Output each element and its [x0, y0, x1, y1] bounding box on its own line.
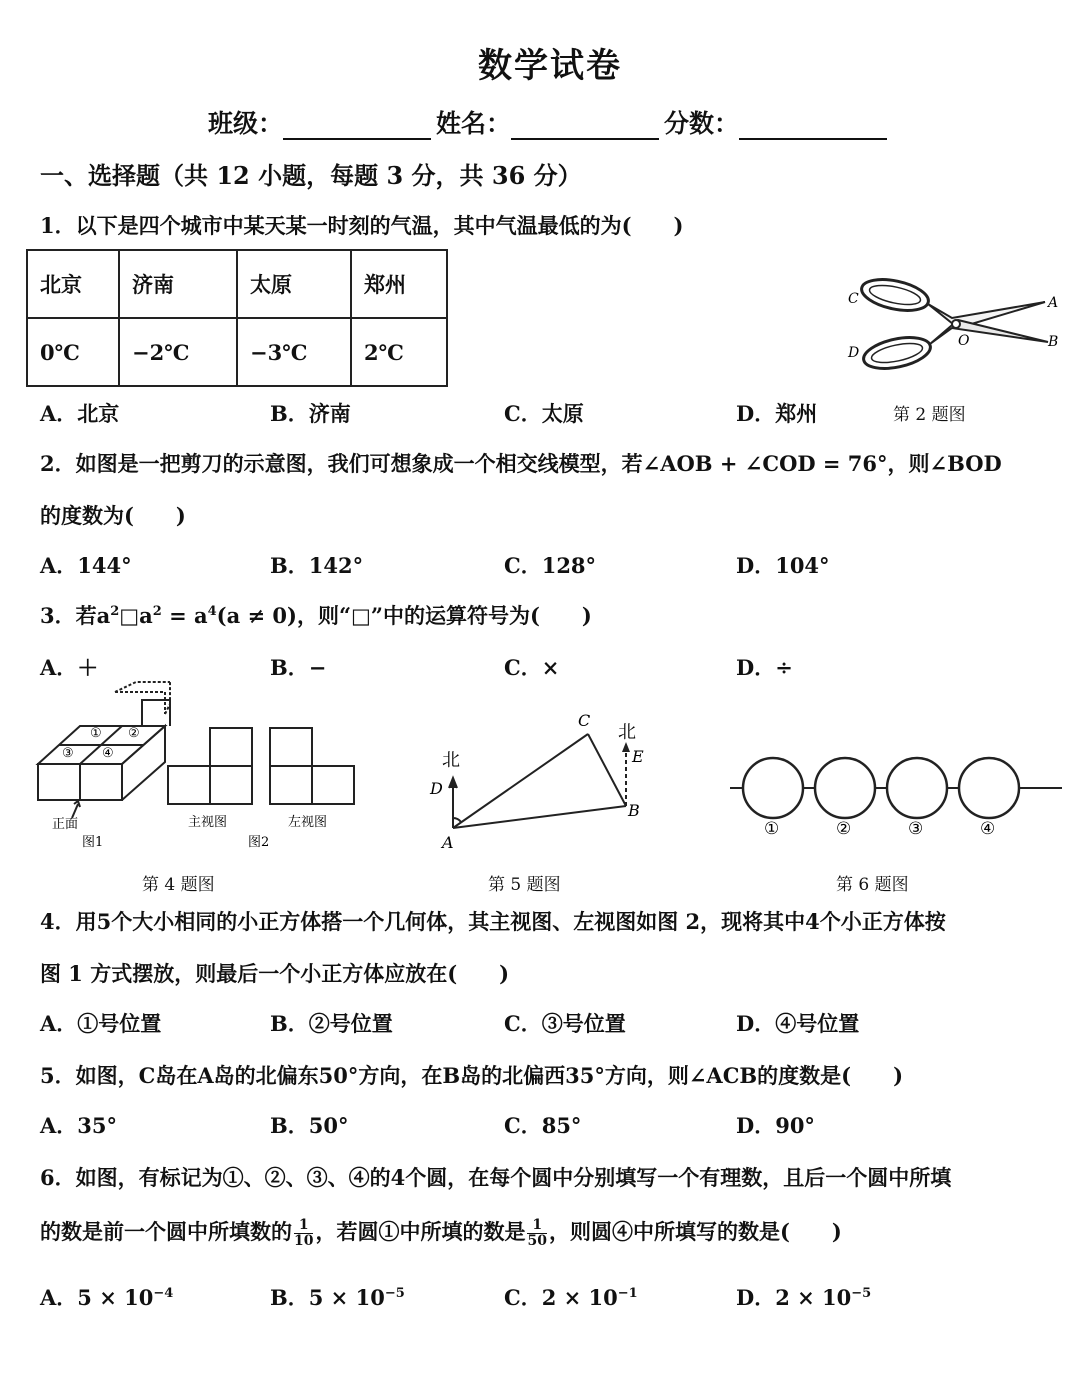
label-d: D [848, 345, 860, 361]
main-view-top [210, 728, 252, 766]
fig4-caption: 第 4 题图 [142, 875, 215, 895]
label-c: C [848, 291, 859, 307]
table-cell: −2℃ [119, 318, 237, 386]
q2-option-b[interactable]: B．142° [270, 553, 364, 578]
page-title: 数学试卷 [478, 46, 622, 86]
q3-option-d[interactable]: D．÷ [736, 655, 793, 680]
q4-option-a[interactable]: A．①号位置 [40, 1011, 162, 1036]
section-title: 一、选择题（共 12 小题，每题 3 分，共 36 分） [40, 161, 582, 190]
fig1-label: 图1 [82, 835, 104, 850]
left-view-left [270, 766, 312, 804]
circle-1 [743, 758, 803, 818]
class-blank[interactable] [283, 110, 431, 140]
table-row [27, 250, 447, 318]
left-view-label: 左视图 [288, 815, 328, 830]
angle-mark-a [453, 818, 461, 822]
q6-text-b: ，若圆①中所填的数是 [315, 1219, 526, 1244]
table-cell: 济南 [119, 250, 237, 318]
q6-c-exp: −1 [617, 1286, 638, 1301]
score-field [664, 104, 887, 140]
q3-text-after: (a ≠ 0)，则“□”中的运算符号为( ) [216, 603, 592, 628]
temperature-table [26, 249, 448, 387]
table-cell: 太原 [237, 250, 351, 318]
circle-3 [887, 758, 947, 818]
scissors-pivot [952, 320, 960, 328]
score-blank[interactable] [739, 110, 887, 140]
question-4-line1: 4．用5个大小相同的小正方体搭一个几何体，其主视图、左视图如图 2，现将其中4个小正方体按 [40, 909, 946, 934]
main-view-left [168, 766, 210, 804]
q3-exp3: 4 [207, 604, 217, 619]
pos-4: ④ [102, 746, 114, 761]
scissors-figure [840, 268, 1066, 380]
q4-option-d[interactable]: D．④号位置 [736, 1011, 860, 1036]
circle-label-2: ② [836, 819, 852, 839]
front-cube-1 [38, 764, 80, 800]
q3-exp2: 2 [152, 604, 162, 619]
label-c: C [578, 711, 591, 730]
label-b: B [1048, 334, 1059, 350]
q2-option-d[interactable]: D．104° [736, 553, 830, 578]
table-cell: −3℃ [237, 318, 351, 386]
question-6-line2 [40, 1216, 842, 1249]
class-field [208, 104, 431, 140]
q6-option-a[interactable] [40, 1282, 173, 1312]
label-b: B [628, 801, 640, 820]
q1-option-d[interactable]: D．郑州 [736, 401, 818, 426]
q1-option-c[interactable]: C．太原 [504, 401, 584, 426]
q6-option-c[interactable] [504, 1282, 638, 1312]
label-a: A [442, 833, 454, 852]
label-e: E [632, 747, 644, 766]
frac1-num: 1 [294, 1218, 313, 1234]
q6-option-d[interactable] [736, 1282, 871, 1312]
q5-option-a[interactable]: A．35° [40, 1113, 118, 1138]
frac2-num: 1 [527, 1218, 546, 1234]
segment-cb [588, 734, 626, 806]
q6-a-exp: −4 [153, 1286, 174, 1301]
circles-figure [728, 748, 1068, 848]
q3-option-b[interactable]: B．− [270, 655, 327, 680]
question-2-line2: 的度数为( ) [40, 503, 186, 528]
q5-option-c[interactable]: C．85° [504, 1113, 582, 1138]
pos-3: ③ [62, 746, 74, 761]
left-view-top [270, 728, 312, 766]
q5-option-d[interactable]: D．90° [736, 1113, 815, 1138]
question-3 [40, 600, 592, 630]
question-1: 1．以下是四个城市中某天某一时刻的气温，其中气温最低的为( ) [40, 213, 684, 238]
circle-2 [815, 758, 875, 818]
north-label-b: 北 [618, 722, 636, 743]
fig2-caption: 第 2 题图 [893, 405, 966, 425]
q2-option-c[interactable]: C．128° [504, 553, 597, 578]
q4-option-c[interactable]: C．③号位置 [504, 1011, 626, 1036]
circle-label-1: ① [764, 819, 780, 839]
q6-c-base: C．2 × 10 [504, 1285, 618, 1310]
north-label-a: 北 [442, 750, 460, 771]
name-label: 姓名： [436, 109, 512, 138]
cubes-figure [30, 680, 370, 852]
q2-option-a[interactable]: A．144° [40, 553, 132, 578]
front-cube-2 [80, 764, 122, 800]
table-row [27, 318, 447, 386]
label-o: O [958, 333, 970, 349]
q6-b-exp: −5 [384, 1286, 405, 1301]
circle-label-4: ④ [980, 819, 996, 839]
q3-option-c[interactable]: C．× [504, 655, 560, 680]
fraction-1-50 [527, 1218, 546, 1249]
fig2-label: 图2 [248, 835, 270, 850]
triangle-figure [420, 706, 660, 856]
scissors-blade-lower [930, 320, 1048, 344]
scissors-blade-upper [928, 302, 1045, 328]
scissors-handle-lower [861, 332, 933, 374]
question-5: 5．如图，C岛在A岛的北偏东50°方向，在B岛的北偏西35°方向，则∠ACB的度数是( ) [40, 1063, 904, 1088]
question-4-line2: 图 1 方式摆放，则最后一个小正方体应放在( ) [40, 961, 510, 986]
question-6-line1: 6．如图，有标记为①、②、③、④的4个圆，在每个圆中分别填写一个有理数，且后一个圆中所填 [40, 1165, 952, 1190]
left-view-right [312, 766, 354, 804]
class-label: 班级： [208, 109, 284, 138]
q3-text-before: 3．若a [40, 603, 111, 628]
score-label: 分数： [664, 109, 740, 138]
north-arrow-b [622, 742, 630, 752]
fig6-caption: 第 6 题图 [836, 875, 909, 895]
frac2-den: 50 [527, 1233, 547, 1249]
table-cell: 2℃ [351, 318, 447, 386]
front-arrow [72, 804, 78, 818]
fraction-1-10 [294, 1218, 313, 1249]
table-cell: 0℃ [27, 318, 119, 386]
q6-option-b[interactable] [270, 1282, 405, 1312]
q6-d-exp: −5 [851, 1286, 872, 1301]
q3-option-a[interactable]: A．＋ [40, 655, 99, 680]
north-arrow-a [449, 778, 457, 788]
pos-1: ① [90, 726, 102, 741]
main-view-label: 主视图 [188, 815, 228, 830]
q3-exp1: 2 [110, 604, 120, 619]
table-cell: 郑州 [351, 250, 447, 318]
main-view-right [210, 766, 252, 804]
circle-label-3: ③ [908, 819, 924, 839]
q6-b-base: B．5 × 10 [270, 1285, 385, 1310]
q5-option-b[interactable]: B．50° [270, 1113, 349, 1138]
q6-text-a: 的数是前一个圆中所填数的 [40, 1219, 292, 1244]
label-a: A [1048, 295, 1059, 311]
circle-4 [959, 758, 1019, 818]
label-d: D [430, 779, 443, 798]
front-label: 正面 [52, 817, 79, 832]
q6-text-c: ，则圆④中所填写的数是( ) [548, 1219, 842, 1244]
question-2-line1: 2．如图是一把剪刀的示意图，我们可想象成一个相交线模型，若∠AOB + ∠COD = 76°，则∠BOD [40, 451, 1002, 476]
frac1-den: 10 [294, 1233, 314, 1249]
q1-option-b[interactable]: B．济南 [270, 401, 351, 426]
pos-2: ② [128, 726, 140, 741]
q4-option-b[interactable]: B．②号位置 [270, 1011, 393, 1036]
q3-eq: = a [161, 603, 208, 628]
scissors-handle-upper [859, 274, 931, 316]
table-cell: 北京 [27, 250, 119, 318]
q6-d-base: D．2 × 10 [736, 1285, 852, 1310]
q1-option-a[interactable]: A．北京 [40, 401, 120, 426]
q3-box: □a [119, 603, 153, 628]
name-blank[interactable] [511, 110, 659, 140]
q6-a-base: A．5 × 10 [40, 1285, 154, 1310]
name-field [436, 104, 659, 140]
fig5-caption: 第 5 题图 [488, 875, 561, 895]
